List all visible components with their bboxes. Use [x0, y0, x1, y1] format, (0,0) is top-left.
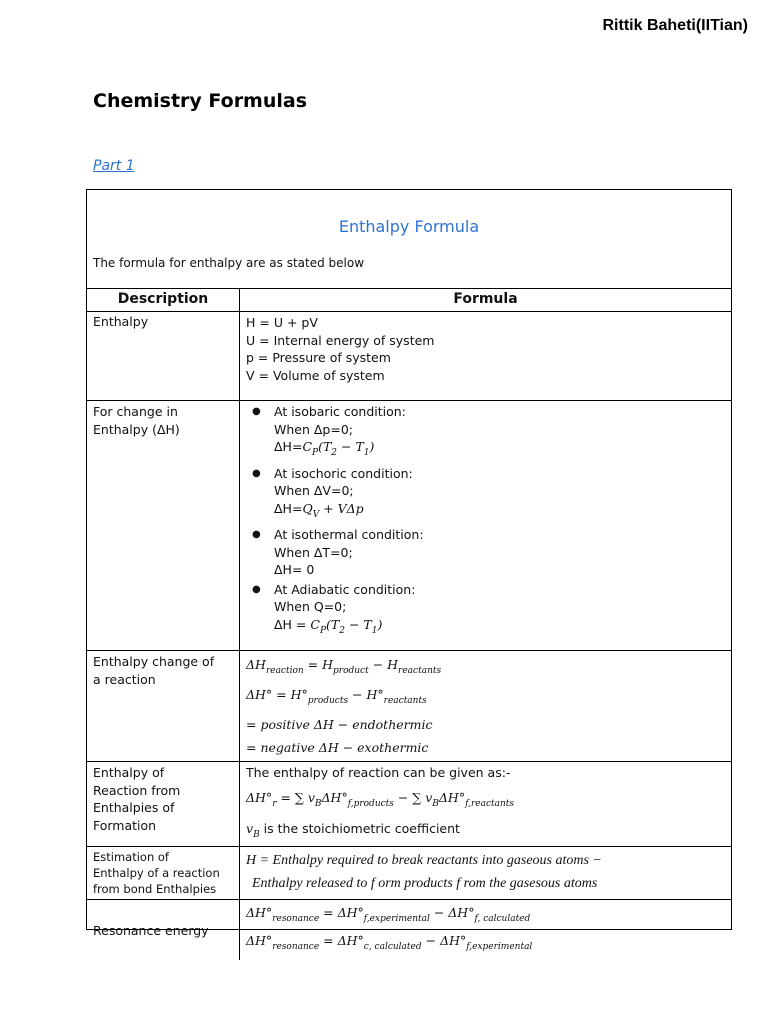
row-formula: [240, 651, 732, 762]
condition-list: [246, 403, 725, 640]
row-formula: [240, 762, 732, 847]
description-header: Description: [87, 289, 240, 312]
list-item: ● At isochoric condition: When ΔV=0; $\Delta H=Q_V + V\Delta p$: [274, 465, 725, 525]
formula-line: Enthalpy released to f orm products f rom the gasesous atoms: [252, 876, 598, 891]
list-item: ● At Adiabatic condition: When Q=0; $\Delta H = C_P(T_2 - T_1)$: [274, 581, 725, 641]
formula-line: $\Delta H^\circ_r$ = ∑ $v_B\Delta H^\circ_{f,products}$ − ∑ $v_B\Delta H^\circ_{f,reactants}$: [246, 789, 515, 809]
formula-line: p = Pressure of system: [246, 350, 391, 365]
row-description: Enthalpy change of a reaction: [87, 651, 240, 762]
row-formula: [240, 312, 732, 401]
table-row: [87, 847, 731, 900]
list-item: ● At isothermal condition: When ΔT=0; ΔH= 0: [274, 526, 725, 579]
formula-line: H = U + pV: [246, 315, 318, 330]
row-formula: [240, 847, 732, 900]
formula-line: V = Volume of system: [246, 367, 385, 383]
table-row: [87, 651, 731, 762]
table-row: [87, 312, 731, 401]
formula-line: = negative ΔH − exothermic: [246, 740, 429, 755]
formula-line: = positive ΔH − endothermic: [246, 717, 433, 732]
box-title: Enthalpy Formula: [338, 217, 480, 236]
table-row: [87, 900, 731, 961]
row-description: For change in Enthalpy (ΔH): [87, 401, 240, 651]
formula-table: [87, 289, 731, 960]
list-item: ● At isobaric condition: When Δp=0; $\Delta H=C_P(T_2 - T_1)$: [274, 403, 725, 463]
row-formula: [240, 401, 732, 651]
table-row: [87, 401, 731, 651]
enthalpy-formula-box: [86, 189, 732, 952]
formula-line: $\Delta H_{reaction} = H_{product} - H_{reactants}$: [246, 657, 442, 676]
table-header-row: [87, 289, 731, 312]
formula-intro: The enthalpy of reaction can be given as:-: [246, 765, 511, 780]
page-title: Chemistry Formulas: [93, 90, 308, 112]
formula-note: $v_B$ is the stoichiometric coefficient: [246, 820, 460, 840]
formula-line: $\Delta H^\circ = H^\circ_{products} - H^\circ_{reactants}$: [246, 687, 427, 706]
row-description: Enthalpy of Reaction from Enthalpies of Formation: [87, 762, 240, 847]
table-row: [87, 762, 731, 847]
author-name: Rittik Baheti(IITian): [602, 17, 748, 34]
formula-line: H = Enthalpy required to break reactants into gaseous atoms −: [246, 853, 602, 868]
formula-line: $\Delta H^\circ_{resonance} = \Delta H^\circ_{c, calculated} - \Delta H^\circ_{f,experimental}$: [246, 933, 533, 952]
box-header: [87, 190, 731, 289]
row-formula: [240, 900, 732, 961]
row-description: Estimation of Enthalpy of a reaction from bond Enthalpies: [87, 847, 240, 900]
row-description: Enthalpy: [87, 312, 240, 401]
formula-line: $\Delta H^\circ_{resonance} = \Delta H^\circ_{f,experimental} - \Delta H^\circ_{f, calculated}$: [246, 905, 531, 924]
box-intro: The formula for enthalpy are as stated below: [93, 256, 365, 270]
formula-line: U = Internal energy of system: [246, 332, 435, 348]
row-description: Resonance energy: [87, 900, 240, 961]
part-link[interactable]: Part 1: [93, 158, 135, 174]
formula-header: Formula: [240, 289, 732, 312]
